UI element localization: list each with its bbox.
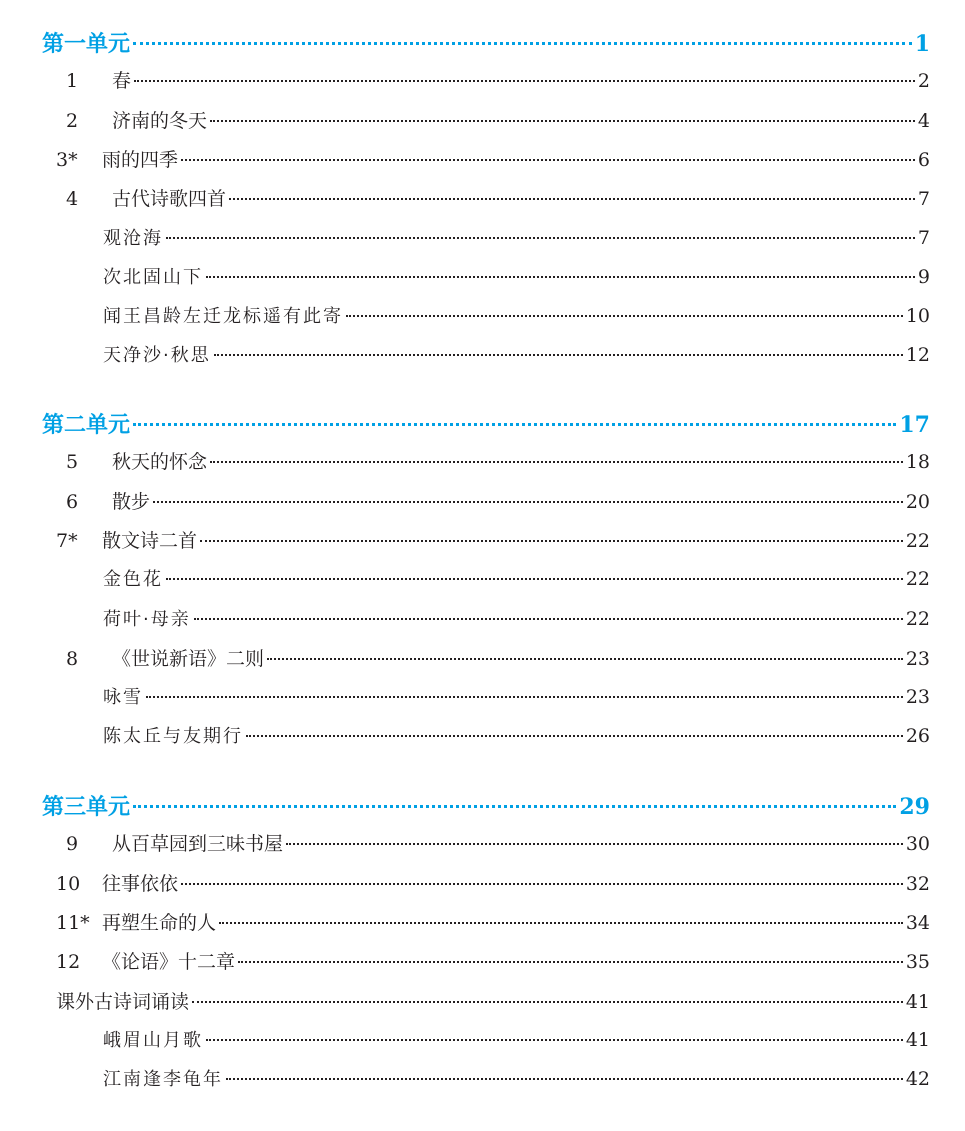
toc-subentry[interactable] — [103, 722, 930, 752]
entry-title: 从百草园到三味书屋 — [112, 833, 284, 856]
toc-entry[interactable] — [56, 526, 930, 556]
lesson-number: 8 — [66, 647, 79, 670]
lesson-number: 12 — [56, 951, 81, 974]
unit-heading[interactable] — [42, 27, 930, 57]
dot-leader — [194, 618, 903, 620]
entry-title: 雨的四季 — [102, 148, 179, 171]
toc-subentry[interactable] — [103, 683, 930, 713]
lesson-number: 1 — [66, 70, 79, 93]
toc-entry[interactable] — [66, 829, 930, 859]
page-number: 2 — [917, 70, 930, 93]
page-number: 20 — [905, 490, 930, 513]
dot-leader — [206, 276, 915, 278]
toc-subentry[interactable] — [103, 1026, 930, 1056]
entry-title: 《论语》十二章 — [102, 951, 236, 974]
page-number: 22 — [905, 607, 930, 630]
lesson-number: 6 — [66, 490, 79, 513]
page-number: 41 — [905, 990, 930, 1013]
dot-leader — [206, 1039, 903, 1041]
entry-title: 散文诗二首 — [102, 529, 198, 552]
toc-entry[interactable] — [56, 987, 930, 1017]
page-number: 7 — [917, 226, 930, 249]
page-number: 35 — [905, 951, 930, 974]
page-number: 10 — [905, 305, 930, 328]
entry-title: 江南逢李龟年 — [103, 1069, 223, 1091]
entry-title: 观沧海 — [103, 227, 163, 249]
dot-leader — [134, 80, 915, 82]
unit-title: 第二单元 — [42, 412, 131, 438]
unit-heading[interactable] — [42, 408, 930, 438]
page-number: 26 — [905, 725, 930, 748]
dot-leader — [346, 315, 903, 317]
entry-title: 闻王昌龄左迁龙标遥有此寄 — [103, 306, 343, 328]
entry-title: 次北固山下 — [103, 266, 203, 288]
lesson-number: 7* — [56, 529, 78, 552]
toc-subentry[interactable] — [103, 565, 930, 595]
page-number: 23 — [905, 686, 930, 709]
page-number: 22 — [905, 529, 930, 552]
entry-title: 秋天的怀念 — [112, 451, 208, 474]
unit-title: 第一单元 — [42, 31, 131, 57]
dot-leader — [133, 805, 896, 808]
page-number: 7 — [917, 188, 930, 211]
toc-entry[interactable] — [56, 145, 930, 175]
page-number: 34 — [905, 911, 930, 934]
lesson-number: 11* — [56, 911, 90, 934]
dot-leader — [166, 237, 915, 239]
unit-title: 第三单元 — [42, 794, 131, 820]
toc-subentry[interactable] — [103, 605, 930, 635]
dot-leader — [146, 696, 903, 698]
dot-leader — [200, 540, 903, 542]
entry-title: 荷叶·母亲 — [103, 608, 191, 630]
entry-title: 再塑生命的人 — [102, 911, 217, 934]
page-number: 41 — [905, 1028, 930, 1051]
toc-entry[interactable] — [66, 106, 930, 136]
entry-title: 天净沙·秋思 — [103, 345, 211, 367]
lesson-number: 4 — [66, 188, 79, 211]
dot-leader — [192, 1001, 903, 1003]
dot-leader — [181, 159, 915, 161]
entry-title: 春 — [112, 70, 132, 93]
page-number: 30 — [905, 833, 930, 856]
dot-leader — [238, 961, 903, 963]
dot-leader — [210, 120, 915, 122]
toc-entry[interactable] — [56, 869, 930, 899]
page-number: 12 — [905, 344, 930, 367]
lesson-number: 3* — [56, 148, 78, 171]
lesson-number: 2 — [66, 109, 79, 132]
page-number: 17 — [899, 412, 930, 438]
lesson-number: 9 — [66, 833, 79, 856]
entry-title: 古代诗歌四首 — [112, 188, 227, 211]
toc-subentry[interactable] — [103, 224, 930, 254]
page-number: 1 — [914, 31, 930, 57]
entry-title: 济南的冬天 — [112, 109, 208, 132]
page-number: 4 — [917, 109, 930, 132]
toc-entry[interactable] — [66, 644, 930, 674]
unit-heading[interactable] — [42, 790, 930, 820]
entry-title: 往事依依 — [102, 872, 179, 895]
lesson-number: 5 — [66, 451, 79, 474]
entry-title: 陈太丘与友期行 — [103, 726, 243, 748]
toc-entry[interactable] — [66, 447, 930, 477]
dot-leader — [133, 423, 896, 426]
page-number: 29 — [899, 794, 930, 820]
dot-leader — [246, 735, 903, 737]
entry-title: 金色花 — [103, 569, 163, 591]
entry-title: 峨眉山月歌 — [103, 1029, 203, 1051]
page-number: 6 — [917, 148, 930, 171]
page-number: 23 — [905, 647, 930, 670]
page-number: 32 — [905, 872, 930, 895]
dot-leader — [166, 578, 903, 580]
dot-leader — [133, 42, 912, 45]
entry-title: 《世说新语》二则 — [112, 647, 265, 670]
toc-entry[interactable] — [66, 487, 930, 517]
page-number: 9 — [917, 265, 930, 288]
dot-leader — [226, 1078, 903, 1080]
toc-entry[interactable] — [66, 66, 930, 96]
dot-leader — [229, 198, 915, 200]
dot-leader — [181, 883, 903, 885]
page-number: 42 — [905, 1068, 930, 1091]
toc-subentry[interactable] — [103, 1065, 930, 1095]
toc-subentry[interactable] — [103, 302, 930, 332]
entry-title: 咏雪 — [103, 687, 143, 709]
dot-leader — [214, 354, 903, 356]
dot-leader — [153, 501, 903, 503]
entry-title: 课外古诗词诵读 — [56, 990, 190, 1013]
dot-leader — [286, 843, 903, 845]
toc-entry[interactable] — [56, 908, 930, 938]
dot-leader — [267, 658, 903, 660]
toc-entry[interactable] — [56, 947, 930, 977]
toc-subentry[interactable] — [103, 341, 930, 371]
page-number: 18 — [905, 451, 930, 474]
entry-title: 散步 — [112, 490, 151, 513]
lesson-number: 10 — [56, 872, 81, 895]
toc-entry[interactable] — [66, 184, 930, 214]
page-number: 22 — [905, 568, 930, 591]
toc-subentry[interactable] — [103, 263, 930, 293]
dot-leader — [219, 922, 903, 924]
dot-leader — [210, 461, 903, 463]
